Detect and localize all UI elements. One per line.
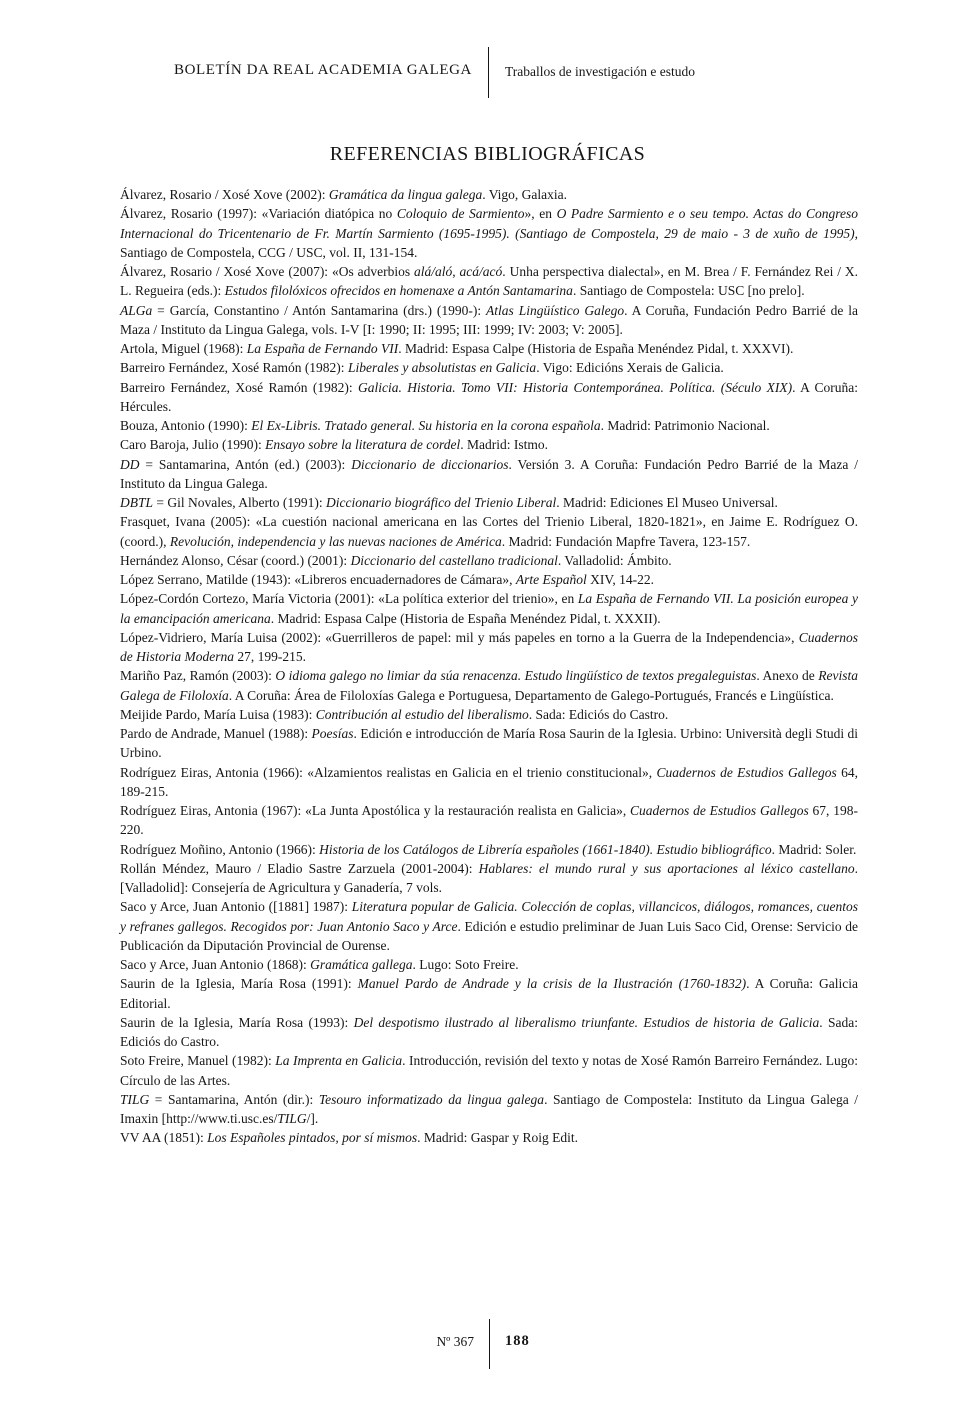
page-number: 188 bbox=[505, 1333, 530, 1349]
reference-title-segment: Cuadernos de Estudios Gallegos bbox=[630, 803, 809, 818]
reference-text-segment: . Anexo de bbox=[756, 668, 819, 684]
reference-text-segment: . Vigo, Galaxia. bbox=[482, 187, 567, 202]
reference-title-segment: ALGa bbox=[120, 302, 153, 318]
references-list bbox=[120, 185, 858, 1148]
reference-text-segment: = Gil Novales, Alberto (1991): bbox=[153, 495, 326, 510]
reference-entry bbox=[120, 897, 858, 955]
issue-number: Nº 367 bbox=[436, 1334, 474, 1349]
reference-entry bbox=[120, 358, 858, 377]
reference-text-segment: Mariño Paz, Ramón (2003): bbox=[120, 668, 276, 684]
page-title: REFERENCIAS BIBLIOGRÁFICAS bbox=[329, 143, 646, 165]
reference-title-segment: Ensayo sobre la literatura de cordel bbox=[265, 437, 461, 453]
reference-entry bbox=[120, 204, 858, 262]
reference-text-segment: López Serrano, Matilde (1943): «Libreros encuadernadores de Cámara», bbox=[120, 572, 516, 587]
reference-text-segment: Saurin de la Iglesia, María Rosa (1993): bbox=[120, 1014, 354, 1030]
reference-entry bbox=[120, 974, 858, 1013]
reference-text-segment: Rodríguez Eiras, Antonia (1967): «La Junta Apostólica y la restauración realista en Galicia», bbox=[120, 803, 631, 818]
reference-title-segment: TILG bbox=[120, 1091, 150, 1107]
reference-text-segment: Álvarez, Rosario / Xosé Xove (2002): bbox=[120, 187, 329, 202]
reference-text-segment: », en bbox=[524, 206, 557, 222]
reference-text-segment: = Santamarina, Antón (ed.) (2003): bbox=[139, 456, 352, 472]
reference-text-segment: . Edición e introducción de María Rosa Saurin de la Iglesia. Urbino: Università degli Studi di Urbino. bbox=[120, 726, 859, 761]
reference-text-segment: López-Cordón Cortezo, María Victoria (2001): «La política exterior del trienio», en bbox=[120, 591, 578, 607]
reference-title-segment: Atlas Lingüístico Galego bbox=[486, 302, 625, 318]
reference-title-segment: Literatura popular de Galicia. Colección de coplas, villancicos, diálogos, romances, cuentos y refranes gallegos. Recogidos por: Juan Antonio Saco y Arce bbox=[120, 899, 858, 934]
reference-title-segment: Revolución, independencia y las nuevas naciones de América bbox=[169, 533, 502, 549]
reference-text-segment: . Madrid: Istmo. bbox=[460, 437, 548, 453]
reference-text-segment: . A Coruña: Hércules. bbox=[120, 379, 858, 414]
reference-entry bbox=[120, 455, 858, 494]
reference-text-segment: . Madrid: Soler. bbox=[771, 841, 857, 857]
reference-title-segment: Contribución al estudio del liberalismo bbox=[315, 706, 529, 722]
reference-title-segment: Historia de los Catálogos de Librería españoles (1661-1840). Estudio bibliográfico bbox=[319, 841, 772, 857]
reference-text-segment: . Madrid: Espasa Calpe (Historia de España Menéndez Pidal, t. XXXII). bbox=[270, 610, 661, 626]
reference-text-segment: . Santiago de Compostela: USC [no prelo]. bbox=[572, 283, 805, 299]
reference-entry bbox=[120, 955, 858, 974]
reference-title-segment: O Padre Sarmiento e o seu tempo. Actas do Congreso Internacional do Tricentenario de Fr. Martín Sarmiento (1695-1995). (Santiago de Compostela, 29 de maio - 3 de xuño de 1995) bbox=[120, 206, 859, 241]
reference-entry bbox=[120, 378, 858, 417]
reference-text-segment: Saco y Arce, Juan Antonio ([1881] 1987): bbox=[120, 899, 352, 915]
reference-entry bbox=[120, 185, 858, 204]
reference-title-segment: Galicia. Historia. Tomo VII: Historia Contemporánea. Política. (Século XIX) bbox=[358, 379, 793, 395]
reference-text-segment: . Sada: Ediciós do Castro. bbox=[528, 706, 669, 722]
reference-text-segment: . Valladolid: Ámbito. bbox=[557, 552, 672, 568]
reference-title-segment: La España de Fernando VII bbox=[246, 341, 399, 356]
reference-text-segment: Soto Freire, Manuel (1982): bbox=[120, 1053, 276, 1069]
reference-text-segment: = Santamarina, Antón (dir.): bbox=[149, 1091, 319, 1107]
reference-entry bbox=[120, 262, 858, 301]
reference-text-segment: Álvarez, Rosario (1997): «Variación diatópica no bbox=[120, 206, 397, 222]
reference-text-segment: . Sada: Ediciós do Castro. bbox=[120, 1014, 858, 1049]
reference-title-segment: DD bbox=[120, 456, 140, 472]
reference-title-segment: Gramática gallega bbox=[310, 957, 413, 972]
reference-title-segment: Manuel Pardo de Andrade y la crisis de la Ilustración (1760-1832) bbox=[357, 976, 747, 992]
reference-text-segment: Rollán Méndez, Mauro / Eladio Sastre Zarzuela (2001-2004): bbox=[120, 860, 479, 876]
reference-text-segment: . Madrid: Ediciones El Museo Universal. bbox=[556, 495, 778, 510]
reference-entry bbox=[120, 1128, 858, 1147]
reference-title-segment: Estudos filolóxicos ofrecidos en homenaxe a Antón Santamarina bbox=[224, 283, 573, 299]
reference-text-segment: . Madrid: Fundación Mapfre Tavera, 123-157. bbox=[501, 533, 751, 549]
reference-entry bbox=[120, 840, 858, 859]
reference-title-segment: Gramática da lingua galega bbox=[328, 187, 483, 202]
reference-title-segment: alá/aló bbox=[414, 264, 453, 279]
reference-text-segment: Saco y Arce, Juan Antonio (1868): bbox=[120, 957, 311, 972]
reference-entry bbox=[120, 1051, 858, 1090]
reference-text-segment: Artola, Miguel (1968): bbox=[120, 341, 247, 356]
reference-text-segment: Pardo de Andrade, Manuel (1988): bbox=[120, 726, 312, 741]
reference-entry bbox=[120, 763, 858, 802]
reference-text-segment: . [Valladolid]: Consejería de Agricultura y Ganadería, 7 vols. bbox=[120, 860, 858, 895]
reference-text-segment: Rodríguez Moñino, Antonio (1966): bbox=[120, 841, 320, 857]
reference-text-segment: . A Coruña: Galicia Editorial. bbox=[120, 976, 859, 1011]
reference-title-segment: Diccionario de diccionarios bbox=[351, 456, 509, 472]
reference-title-segment: Coloquio de Sarmiento bbox=[396, 206, 525, 222]
reference-entry bbox=[120, 628, 858, 667]
reference-entry bbox=[120, 801, 858, 840]
reference-text-segment: . Unha perspectiva dialectal», en M. Brea / F. Fernández Rei / X. L. Regueira (eds.): bbox=[120, 264, 859, 299]
reference-title-segment: TILG bbox=[277, 1111, 307, 1126]
reference-entry bbox=[120, 551, 858, 570]
reference-title-segment: DBTL bbox=[120, 495, 154, 510]
reference-entry bbox=[120, 859, 858, 898]
reference-text-segment: . Lugo: Soto Freire. bbox=[412, 957, 519, 972]
reference-text-segment: , Santiago de Compostela, CCG / USC, vol. II, 131-154. bbox=[120, 225, 858, 260]
header-divider bbox=[488, 47, 489, 98]
reference-text-segment: Barreiro Fernández, Xosé Ramón (1982): bbox=[120, 379, 358, 395]
reference-text-segment: López-Vidriero, María Luisa (2002): «Guerrilleros de papel: mil y más papeles en torno a la Guerra de la Independencia», bbox=[120, 629, 799, 645]
reference-text-segment: = García, Constantino / Antón Santamarina (drs.) (1990-): bbox=[152, 302, 487, 318]
reference-text-segment: . A Coruña, Fundación Pedro Barrié de la Maza / Instituto da Lingua Galega, vols. I-V [I: 1990; II: 1995; III: 1999; IV: 2003; V: 2005]. bbox=[120, 302, 858, 337]
reference-text-segment: Bouza, Antonio (1990): bbox=[120, 418, 252, 433]
reference-title-segment: Hablares: el mundo rural y sus aportaciones al léxico castellano bbox=[478, 860, 855, 876]
reference-text-segment: . Madrid: Espasa Calpe (Historia de España Menéndez Pidal, t. XXXVI). bbox=[398, 341, 794, 356]
reference-entry bbox=[120, 339, 858, 358]
reference-text-segment: Meijide Pardo, María Luisa (1983): bbox=[120, 706, 316, 722]
reference-text-segment: . Versión 3. A Coruña: Fundación Pedro Barrié de la Maza / Instituto da Lingua Galega. bbox=[120, 456, 858, 491]
footer-divider bbox=[489, 1319, 490, 1369]
reference-title-segment: Cuadernos de Estudios Gallegos bbox=[656, 764, 837, 780]
reference-title-segment: O idioma galego no limiar da súa renacenza. Estudo lingüístico de textos pregaleguistas bbox=[275, 668, 757, 684]
reference-title-segment: Del despotismo ilustrado al liberalismo triunfante. Estudios de historia de Galicia bbox=[353, 1014, 820, 1030]
reference-title-segment: Los Españoles pintados, por sí mismos bbox=[207, 1130, 418, 1146]
reference-title-segment: Arte Español bbox=[515, 572, 587, 587]
reference-text-segment: 67, 198-220. bbox=[120, 803, 858, 838]
reference-text-segment: Caro Baroja, Julio (1990): bbox=[120, 437, 266, 453]
reference-text-segment: . Vigo: Edicións Xerais de Galicia. bbox=[536, 360, 724, 376]
reference-text-segment: . Edición e estudio preliminar de Juan Luis Saco Cid, Orense: Servicio de Publicación da Diputación Provincial de Ourense. bbox=[120, 918, 859, 953]
reference-text-segment: , bbox=[452, 264, 460, 279]
reference-title-segment: Tesouro informatizado da lingua galega bbox=[318, 1091, 545, 1107]
journal-title: BOLETÍN DA REAL ACADEMIA GALEGA bbox=[173, 62, 472, 78]
reference-entry bbox=[120, 301, 858, 340]
reference-entry bbox=[120, 724, 858, 763]
reference-entry bbox=[120, 570, 858, 589]
reference-text-segment: Álvarez, Rosario / Xosé Xove (2007): «Os adverbios bbox=[120, 264, 414, 279]
reference-entry bbox=[120, 435, 858, 454]
reference-title-segment: Cuadernos de Historia Moderna bbox=[120, 629, 858, 664]
reference-entry bbox=[120, 705, 858, 724]
reference-text-segment: Rodríguez Eiras, Antonia (1966): «Alzamientos realistas en Galicia en el trienio constitucional», bbox=[120, 764, 657, 780]
reference-entry bbox=[120, 1013, 858, 1052]
reference-text-segment: Saurin de la Iglesia, María Rosa (1991): bbox=[120, 976, 358, 992]
reference-text-segment: Hernández Alonso, César (coord.) (2001): bbox=[120, 552, 351, 568]
reference-title-segment: Poesías bbox=[311, 726, 354, 741]
reference-text-segment: Frasquet, Ivana (2005): «La cuestión nacional americana en las Cortes del Trienio Liberal, 1820-1821», en Jaime E. Rodríguez O. (coord.), bbox=[120, 514, 858, 549]
reference-entry bbox=[120, 589, 858, 628]
reference-title-segment: Diccionario biográfico del Trienio Liberal bbox=[325, 495, 557, 510]
reference-text-segment: XIV, 14-22. bbox=[586, 572, 654, 587]
reference-title-segment: La España de Fernando VII. La posición europea y la emancipación americana bbox=[120, 591, 858, 626]
section-title: Traballos de investigación e estudo bbox=[505, 64, 695, 79]
reference-text-segment: Barreiro Fernández, Xosé Ramón (1982): bbox=[120, 360, 348, 376]
reference-entry bbox=[120, 666, 858, 705]
reference-title-segment: Revista Galega de Filoloxía bbox=[120, 668, 858, 703]
reference-entry bbox=[120, 1090, 858, 1129]
reference-entry bbox=[120, 512, 858, 551]
reference-title-segment: El Ex-Libris. Tratado general. Su historia en la corona española bbox=[251, 418, 601, 433]
reference-title-segment: La Imprenta en Galicia bbox=[275, 1053, 403, 1069]
reference-text-segment: . Madrid: Gaspar y Roig Edit. bbox=[417, 1130, 579, 1146]
reference-title-segment: Diccionario del castellano tradicional bbox=[350, 552, 558, 568]
reference-entry bbox=[120, 493, 858, 512]
reference-text-segment: . Madrid: Patrimonio Nacional. bbox=[600, 418, 770, 433]
reference-text-segment: 27, 199-215. bbox=[234, 649, 306, 664]
reference-text-segment: . Santiago de Compostela: Instituto da Lingua Galega / Imaxin [http://www.ti.usc.es/ bbox=[120, 1091, 858, 1126]
reference-text-segment: . Introducción, revisión del texto y notas de Xosé Ramón Barreiro Fernández. Lugo: Círculo de las Artes. bbox=[120, 1053, 858, 1088]
reference-entry bbox=[120, 416, 858, 435]
reference-text-segment: /]. bbox=[306, 1111, 319, 1126]
reference-title-segment: acá/acó bbox=[459, 264, 503, 279]
reference-title-segment: Liberales y absolutistas en Galicia bbox=[347, 360, 537, 376]
reference-text-segment: 64, 189-215. bbox=[120, 764, 859, 799]
reference-text-segment: VV AA (1851): bbox=[120, 1130, 208, 1146]
reference-text-segment: . A Coruña: Área de Filoloxías Galega e Portuguesa, Departamento de Galego-Portugués, Francés e Lingüística. bbox=[228, 687, 834, 703]
